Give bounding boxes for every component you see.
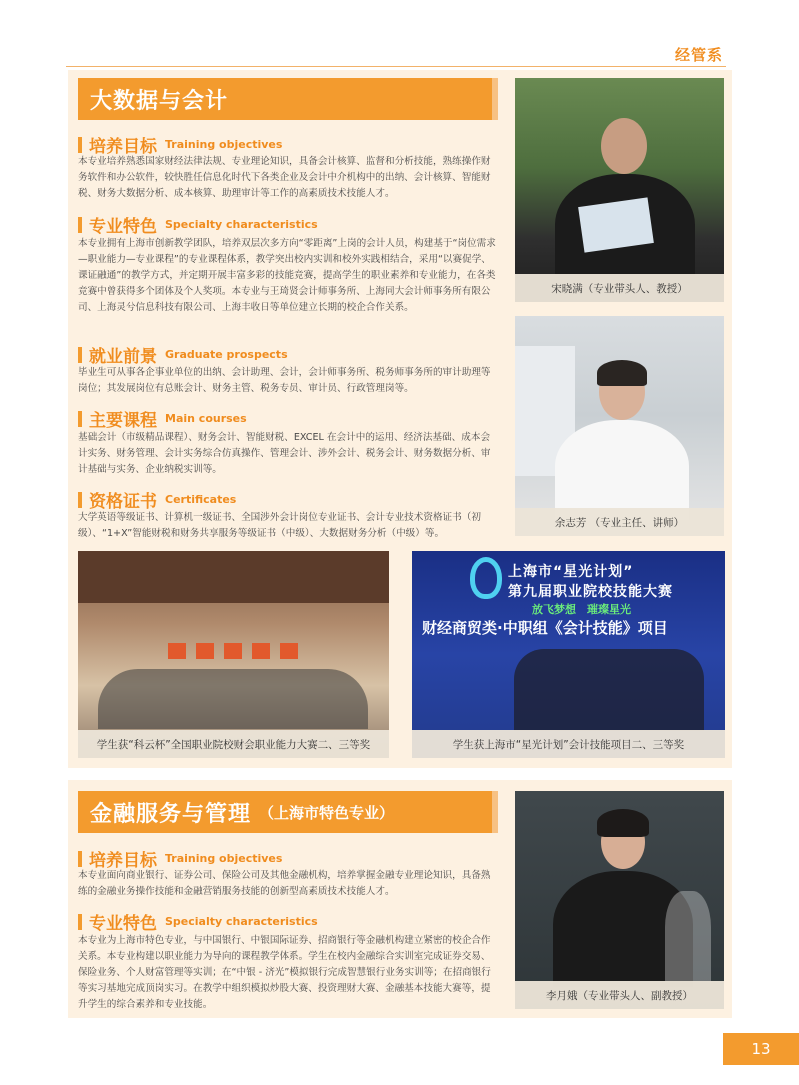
photo-teacher-li <box>515 791 724 1009</box>
photo-award-xingguang: 上海市“星光计划” 第九届职业院校技能大赛 放飞梦想 璀璨星光 财经商贸类·中职组《会计技能》项目 学生获上海市“星光计划”会计技能项目二、三等奖 <box>412 551 725 758</box>
section-banner-finance <box>78 791 492 833</box>
heading-training-finance: 培养目标 Training objectives <box>78 846 282 871</box>
caption-award-xingguang: 学生获上海市“星光计划”会计技能项目二、三等奖 <box>412 730 725 758</box>
heading-training: 培养目标 Training objectives <box>78 132 282 157</box>
header-divider <box>66 66 726 67</box>
book-image <box>578 197 654 252</box>
heading-prospects: 就业前景 Graduate prospects <box>78 342 288 367</box>
section-banner-accounting <box>78 78 492 120</box>
text-prospects: 毕业生可从事各企事业单位的出纳、会计助理、会计，会计师事务所、税务师事务所的审计助理等岗位；其发展岗位有总账会计、财务主管、税务专员、审计员、行政管理岗等。 <box>78 367 491 394</box>
heading-certificates: 资格证书 Certificates <box>78 487 236 512</box>
section-title: 金融服务与管理 <box>90 801 252 827</box>
page-number: 13 <box>723 1033 799 1065</box>
text-specialty-finance: 本专业为上海市特色专业，与中国银行、中银国际证券、招商银行等金融机构建立紧密的校企合作关系。本专业构建以职业能力为导向的课程教学体系。学生在校内金融综合实训室完成证券交易、保险业务、个人财富管理等实训；在“中银 - 济光”模拟银行完成智慧银行业务实训等；在招商银行等实习基地完成顶岗实习。在教学中组织模拟炒股大赛、投资理财大赛、金融基本技能大赛等，提升学生的综合素养和专业技能。 <box>78 935 491 1010</box>
photo-award-keyun <box>78 551 389 758</box>
text-certificates: 大学英语等级证书、计算机一级证书、全国涉外会计岗位专业证书、会计专业技术资格证书（初级）、“1+X”智能财税和财务共享服务等级证书（中级）、大数据财务分析（中级）等。 <box>78 512 481 539</box>
department-label: 经管系 <box>674 46 723 64</box>
contest-logo <box>470 557 502 599</box>
caption-award-keyun: 学生获“科云杯”全国职业院校财会职业能力大赛二、三等奖 <box>78 730 389 758</box>
text-courses: 基础会计（市级精品课程）、财务会计、智能财税、EXCEL 在会计中的运用、经济法基础、成本会计实务、财务管理、会计实务综合仿真操作、管理会计、涉外会计、税务会计、财务数据分析、审计基础与实务、企业纳税实训等。 <box>78 432 491 475</box>
caption-teacher-song: 宋晓满（专业带头人、教授） <box>515 274 724 302</box>
heading-courses: 主要课程 Main courses <box>78 406 247 431</box>
text-training: 本专业培养熟悉国家财经法律法规、专业理论知识，具备会计核算、监督和分析技能，熟练操作财务软件和办公软件，较快胜任信息化时代下各类企业及会计中介机构中的出纳、会计核算、智能财税、财务大数据分析、成本核算、助理审计等工作的高素质技术技能人才。 <box>78 156 491 199</box>
photo-teacher-yu <box>515 316 724 536</box>
section-title: 大数据与会计 <box>90 88 229 114</box>
heading-specialty-finance: 专业特色 Specialty characteristics <box>78 909 318 934</box>
text-specialty: 本专业拥有上海市创新教学团队，培养双层次多方向“零距离”上岗的会计人员，构建基于“岗位需求—职业能力—专业课程”的专业课程体系，教学突出校内实训和校外实践相结合，采用“以赛促学、课证融通”的教学方式，并定期开展丰富多彩的技能竞赛，提高学生的职业素养和专业能力，在各类竞赛中曾获得多个团体及个人奖项。本专业与王琦贤会计师事务所、上海同大会计师事务所有限公司、上海灵兮信息科技有限公司、上海丰收日等单位建立长期的校企合作关系。 <box>78 238 496 313</box>
text-training-finance: 本专业面向商业银行、证券公司、保险公司及其他金融机构，培养掌握金融专业理论知识，具备熟练的金融业务操作技能和金融营销服务技能的创新型高素质技术技能人才。 <box>78 870 491 897</box>
heading-specialty: 专业特色 Specialty characteristics <box>78 212 318 237</box>
caption-teacher-li: 李月娥（专业带头人、副教授） <box>515 981 724 1009</box>
photo-teacher-song <box>515 78 724 302</box>
caption-teacher-yu: 余志芳 （专业主任、讲师） <box>515 508 724 536</box>
section-subtitle: （上海市特色专业） <box>259 803 395 822</box>
